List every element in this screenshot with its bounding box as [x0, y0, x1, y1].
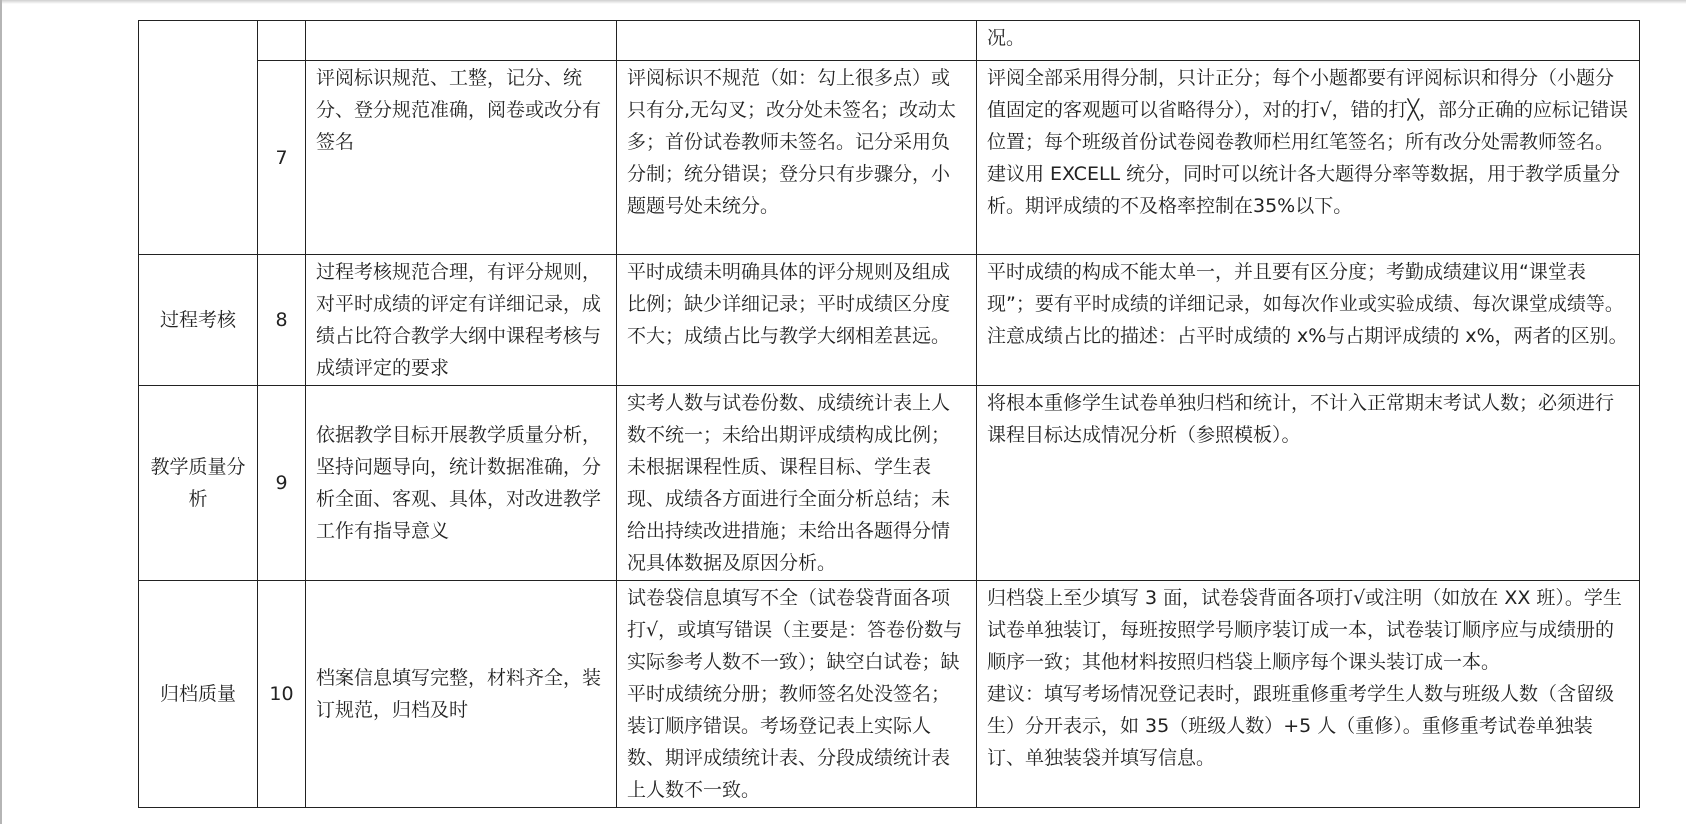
category-cell: 归档质量 — [139, 581, 258, 808]
problems-cell: 评阅标识不规范（如：勾上很多点）或只有分,无勾叉；改分处未签名；改动太多；首份试卷教师未签名。记分采用负分制；统分错误；登分只有步骤分，小题题号处未统分。 — [617, 61, 977, 255]
suggestions-cell: 评阅全部采用得分制，只计正分；每个小题都要有评阅标识和得分（小题分值固定的客观题可以省略得分），对的打√，错的打╳，部分正确的应标记错误位置；每个班级首份试卷阅卷教师栏用红笔签名；所有改分处需教师签名。建议用 EXCELL 统分，同时可以统计各大题得分率等数据，用于教学质量分析。期评成绩的不及格率控制在35%以下。 — [977, 61, 1640, 255]
number-cell: 8 — [258, 255, 306, 386]
number-cell: 9 — [258, 386, 306, 581]
suggestions-cell: 况。 — [977, 21, 1640, 61]
suggestions-cell: 平时成绩的构成不能太单一，并且要有区分度；考勤成绩建议用“课堂表现”；要有平时成绩的详细记录，如每次作业或实验成绩、每次课堂成绩等。注意成绩占比的描述：占平时成绩的 x%与占期评成绩的 x%，两者的区别。 — [977, 255, 1640, 386]
suggestions-cell: 将根本重修学生试卷单独归档和统计，不计入正常期末考试人数；必须进行课程目标达成情况分析（参照模板）。 — [977, 386, 1640, 581]
table-row — [139, 255, 1640, 386]
page-top-shadow — [0, 0, 1686, 4]
page-left-edge — [0, 0, 2, 824]
suggestions-cell: 归档袋上至少填写 3 面，试卷袋背面各项打√或注明（如放在 XX 班）。学生试卷单独装订，每班按照学号顺序装订成一本，试卷装订顺序应与成绩册的顺序一致；其他材料按照归档袋上顺序每个课头装订成一本。 建议：填写考场情况登记表时，跟班重修重考学生人数与班级人数（含留级生）分开表示，如 35（班级人数）+5 人（重修）。重修重考试卷单独装订、单独装袋并填写信息。 — [977, 581, 1640, 808]
table-row — [139, 61, 1640, 255]
number-cell: 10 — [258, 581, 306, 808]
category-cell: 教学质量分析 — [139, 386, 258, 581]
table-row — [139, 386, 1640, 581]
problems-cell: 试卷袋信息填写不全（试卷袋背面各项打√，或填写错误（主要是：答卷份数与实际参考人数不一致）；缺空白试卷；缺平时成绩统分册；教师签名处没签名；装订顺序错误。考场登记表上实际人数、期评成绩统计表、分段成绩统计表上人数不一致。 — [617, 581, 977, 808]
problems-cell: 实考人数与试卷份数、成绩统计表上人数不统一；未给出期评成绩构成比例；未根据课程性质、课程目标、学生表现、成绩各方面进行全面分析总结；未给出持续改进措施；未给出各题得分情况具体数据及原因分析。 — [617, 386, 977, 581]
table-row — [139, 581, 1640, 808]
standard-cell: 过程考核规范合理，有评分规则，对平时成绩的评定有详细记录，成绩占比符合教学大纲中课程考核与成绩评定的要求 — [306, 255, 617, 386]
category-cell: 过程考核 — [139, 255, 258, 386]
standard-cell — [306, 21, 617, 61]
number-cell — [258, 21, 306, 61]
standard-cell: 档案信息填写完整，材料齐全，装订规范，归档及时 — [306, 581, 617, 808]
standard-cell: 依据教学目标开展教学质量分析，坚持问题导向，统计数据准确，分析全面、客观、具体，对改进教学工作有指导意义 — [306, 386, 617, 581]
number-cell: 7 — [258, 61, 306, 255]
assessment-criteria-table — [138, 20, 1640, 808]
problems-cell — [617, 21, 977, 61]
standard-cell: 评阅标识规范、工整，记分、统分、登分规范准确，阅卷或改分有签名 — [306, 61, 617, 255]
problems-cell: 平时成绩未明确具体的评分规则及组成比例；缺少详细记录；平时成绩区分度不大；成绩占比与教学大纲相差甚远。 — [617, 255, 977, 386]
table-row — [139, 21, 1640, 61]
category-cell — [139, 21, 258, 255]
